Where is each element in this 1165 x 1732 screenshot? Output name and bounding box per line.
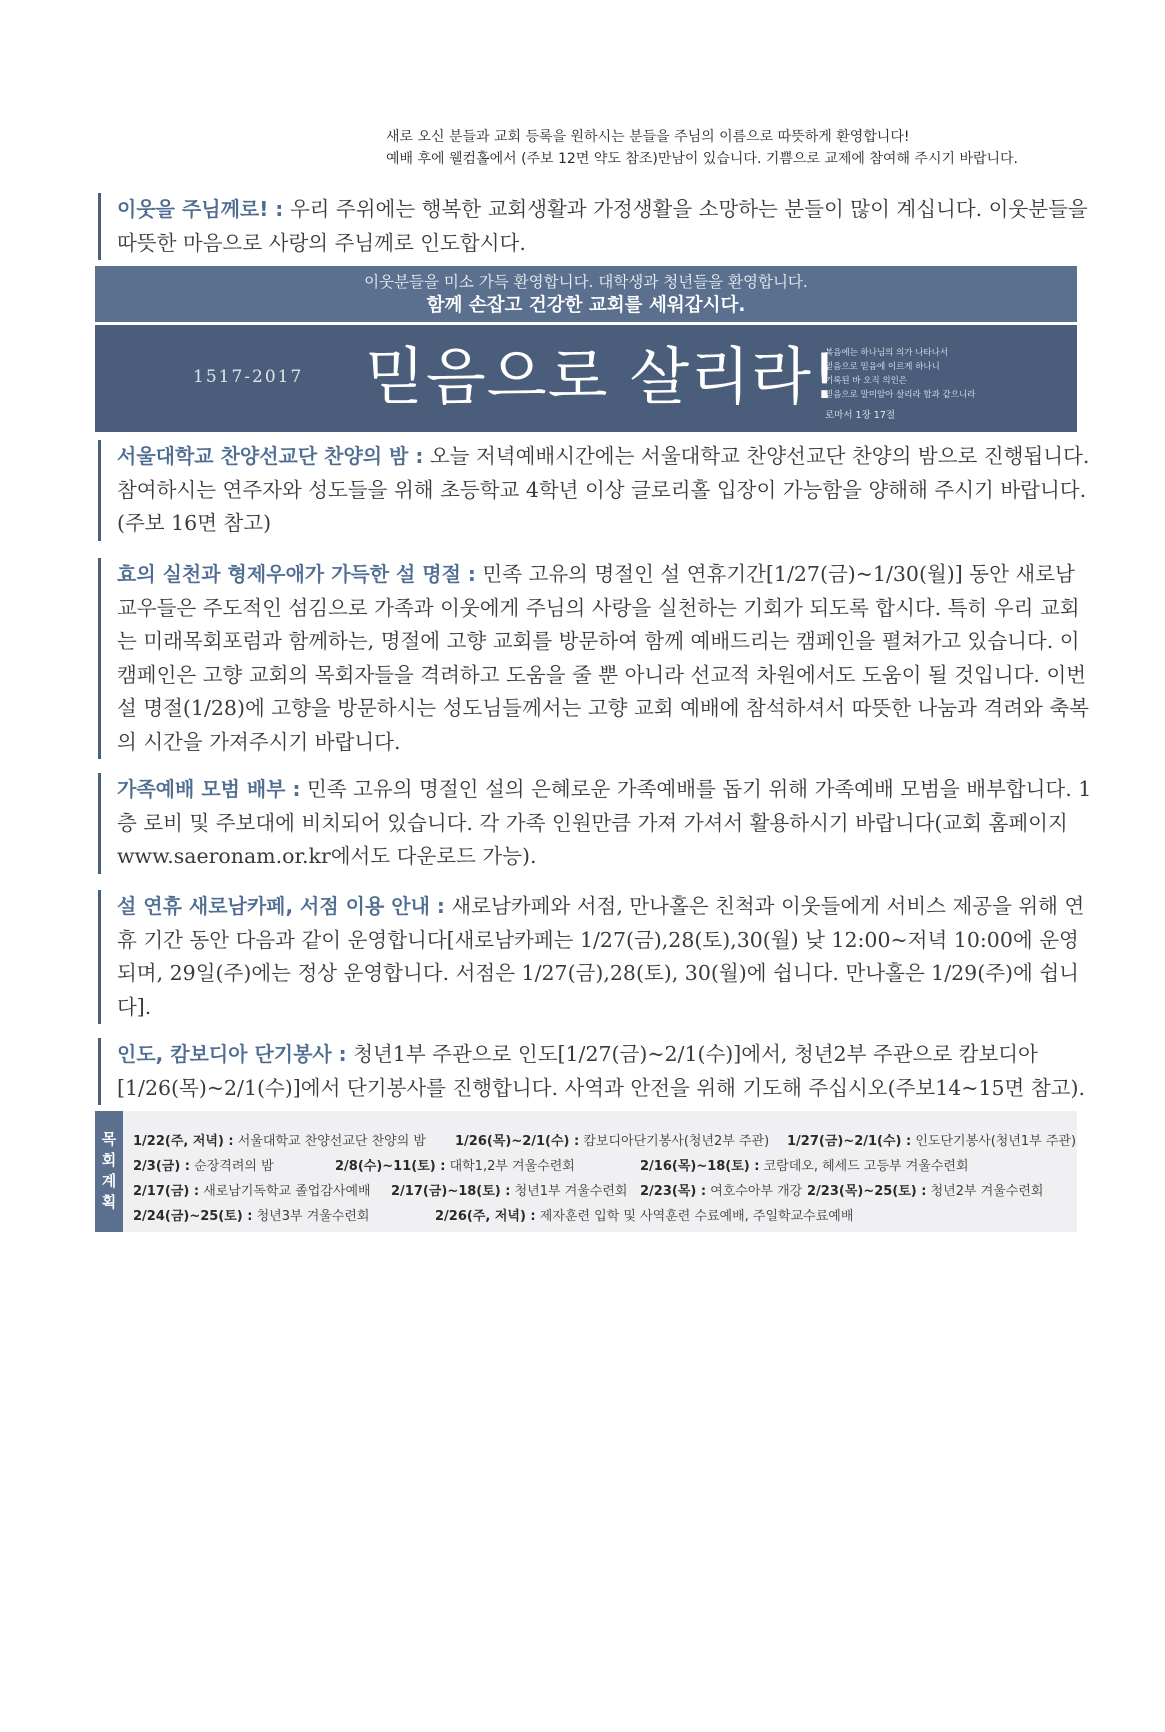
label-char: 회 (101, 1151, 117, 1169)
plan-text: 청년3부 겨울수련회 (252, 1209, 370, 1224)
banner-slogan: 믿음으로 살리라! (365, 340, 838, 413)
plan-item (640, 1180, 802, 1199)
notice-lunar-new-year (98, 558, 1097, 759)
plan-text: 여호수아부 개강 (706, 1184, 803, 1199)
plan-item (133, 1180, 371, 1199)
plan-item (455, 1130, 769, 1149)
plan-item (787, 1130, 1076, 1149)
ministry-plan-label (95, 1111, 123, 1232)
notice-heading: 서울대학교 찬양선교단 찬양의 밤 : (117, 444, 424, 468)
notice-heading: 인도, 캄보디아 단기봉사 : (117, 1042, 347, 1066)
plan-text: 순장격려의 밤 (190, 1159, 274, 1174)
plan-date: 2/16(목)~18(토) : (640, 1159, 760, 1174)
notice-holiday-cafe-bookstore (98, 890, 1097, 1024)
banner-reformation-panel (95, 325, 1077, 432)
church-banner (95, 266, 1077, 432)
verse-line: 기록된 바 오직 의인은 (825, 376, 908, 386)
plan-text: 새로남기독학교 졸업감사예배 (199, 1184, 371, 1199)
plan-text: 청년2부 겨울수련회 (926, 1184, 1044, 1199)
plan-date: 2/17(금) : (133, 1184, 200, 1199)
welcome-line-2: 예배 후에 웰컴홀에서 (주보 12면 약도 참조)만남이 있습니다. 기쁨으로 교제에 참여해 주시기 바랍니다. (386, 151, 1018, 167)
label-char: 계 (101, 1172, 117, 1190)
plan-text: 서울대학교 찬양선교단 찬양의 밤 (233, 1134, 426, 1149)
notice-snu-praise-night (98, 440, 1097, 541)
verse-line: 믿음으로 믿음에 이르게 하나니 (825, 362, 940, 372)
notice-invite-neighbors (98, 193, 1097, 260)
plan-date: 1/27(금)~2/1(수) : (787, 1134, 912, 1149)
plan-date: 2/17(금)~18(토) : (391, 1184, 511, 1199)
plan-text: 코람데오, 헤세드 고등부 겨울수련회 (759, 1159, 969, 1174)
notice-heading: 효의 실천과 형제우애가 가득한 설 명절 : (117, 562, 476, 586)
notice-heading: 설 연휴 새로남카페, 서점 이용 안내 : (117, 894, 445, 918)
plan-text: 제자훈련 입학 및 사역훈련 수료예배, 주일학교수료예배 (535, 1209, 854, 1224)
plan-date: 2/3(금) : (133, 1159, 191, 1174)
label-char: 목 (101, 1130, 117, 1148)
plan-text: 대학1,2부 겨울수련회 (445, 1159, 575, 1174)
label-char: 획 (101, 1193, 117, 1211)
notice-body: 새로남카페와 서점, 만나홀은 친척과 이웃들에게 서비스 제공을 위해 연휴 기간 동안 다음과 같이 운영합니다[새로남카페는 1/27(금),28(토),30(월) 낮 12:00~저녁 10:00에 운영되며, 29일(주)에는 정상 운영합니다. 서점은 1/27(금),28(토), 30(월)에 쉽니다. 만나홀은 1/29(주)에 쉽니다]. (117, 894, 1085, 1019)
notice-body: 오늘 저녁예배시간에는 서울대학교 찬양선교단 찬양의 밤으로 진행됩니다. 참여하시는 연주자와 성도들을 위해 초등학교 4학년 이상 글로리홀 입장이 가능함을 양해해 주시기 바랍니다. (주보 16면 참고) (117, 444, 1090, 535)
banner-welcome-strip (95, 266, 1077, 322)
plan-item (335, 1155, 575, 1174)
plan-item (640, 1155, 969, 1174)
plan-item (391, 1180, 627, 1199)
plan-item (133, 1155, 274, 1174)
notice-short-term-mission (98, 1038, 1097, 1105)
plan-item (435, 1205, 853, 1224)
ministry-plan (95, 1111, 1077, 1232)
welcome-message (386, 126, 1126, 170)
banner-line-1: 이웃분들을 미소 가득 환영합니다. 대학생과 청년들을 환영합니다. (364, 273, 808, 291)
plan-text: 캄보디아단기봉사(청년2부 주관) (579, 1134, 770, 1149)
verse-line: 복음에는 하나님의 의가 나타나서 (825, 348, 949, 358)
plan-date: 1/26(목)~2/1(수) : (455, 1134, 580, 1149)
notice-heading: 이웃을 주님께로! : (117, 197, 284, 221)
plan-item (807, 1180, 1043, 1199)
notice-body: 민족 고유의 명절인 설 연휴기간[1/27(금)~1/30(월)] 동안 새로남 교우들은 주도적인 섬김으로 가족과 이웃에게 주님의 사랑을 실천하는 기회가 되도록 합시다. 특히 우리 교회는 미래목회포럼과 함께하는, 명절에 고향 교회를 방문하여 함께 예배드리는 캠페인을 펼쳐가고 있습니다. 이 캠페인은 고향 교회의 목회자들을 격려하고 도움을 줄 뿐 아니라 선교적 차원에서도 도움이 될 것입니다. 이번 설 명절(1/28)에 고향을 방문하시는 성도님들께서는 고향 교회 예배에 참석하셔서 따뜻한 나눔과 격려와 축복의 시간을 가져주시기 바랍니다. (117, 562, 1089, 754)
plan-date: 1/22(주, 저녁) : (133, 1134, 234, 1149)
plan-date: 2/23(목)~25(토) : (807, 1184, 927, 1199)
plan-text: 인도단기봉사(청년1부 주관) (911, 1134, 1077, 1149)
plan-date: 2/23(목) : (640, 1184, 707, 1199)
plan-item (133, 1205, 369, 1224)
plan-date: 2/26(주, 저녁) : (435, 1209, 536, 1224)
plan-date: 2/24(금)~25(토) : (133, 1209, 253, 1224)
notice-body: 우리 주위에는 행복한 교회생활과 가정생활을 소망하는 분들이 많이 계십니다. 이웃분들을 따뜻한 마음으로 사랑의 주님께로 인도합시다. (117, 197, 1088, 255)
verse-reference: 로마서 1장 17절 (825, 410, 896, 421)
plan-date: 2/8(수)~11(토) : (335, 1159, 446, 1174)
plan-text: 청년1부 겨울수련회 (510, 1184, 628, 1199)
banner-years: 1517-2017 (193, 367, 304, 387)
plan-item (133, 1130, 426, 1149)
notice-body: 민족 고유의 명절인 설의 은혜로운 가족예배를 돕기 위해 가족예배 모범을 배부합니다. 1층 로비 및 주보대에 비치되어 있습니다. 각 가족 인원만큼 가져 가셔서 활용하시기 바랍니다(교회 홈페이지 www.saeronam.or.kr에서도 다운로드 가능). (117, 777, 1092, 868)
notice-heading: 가족예배 모범 배부 : (117, 777, 301, 801)
welcome-line-1: 새로 오신 분들과 교회 등록을 원하시는 분들을 주님의 이름으로 따뜻하게 환영합니다! (386, 129, 910, 145)
notice-body: 청년1부 주관으로 인도[1/27(금)~2/1(수)]에서, 청년2부 주관으로 캄보디아[1/26(목)~2/1(수)]에서 단기봉사를 진행합니다. 사역과 안전을 위해 기도해 주십시오(주보14~15면 참고). (117, 1042, 1085, 1100)
verse-line: 믿음으로 말미암아 살리라 함과 같으니라 (825, 390, 976, 400)
banner-line-2: 함께 손잡고 건강한 교회를 세워갑시다. (426, 295, 746, 316)
notice-family-worship-guide (98, 773, 1097, 874)
banner-verse (825, 346, 975, 423)
